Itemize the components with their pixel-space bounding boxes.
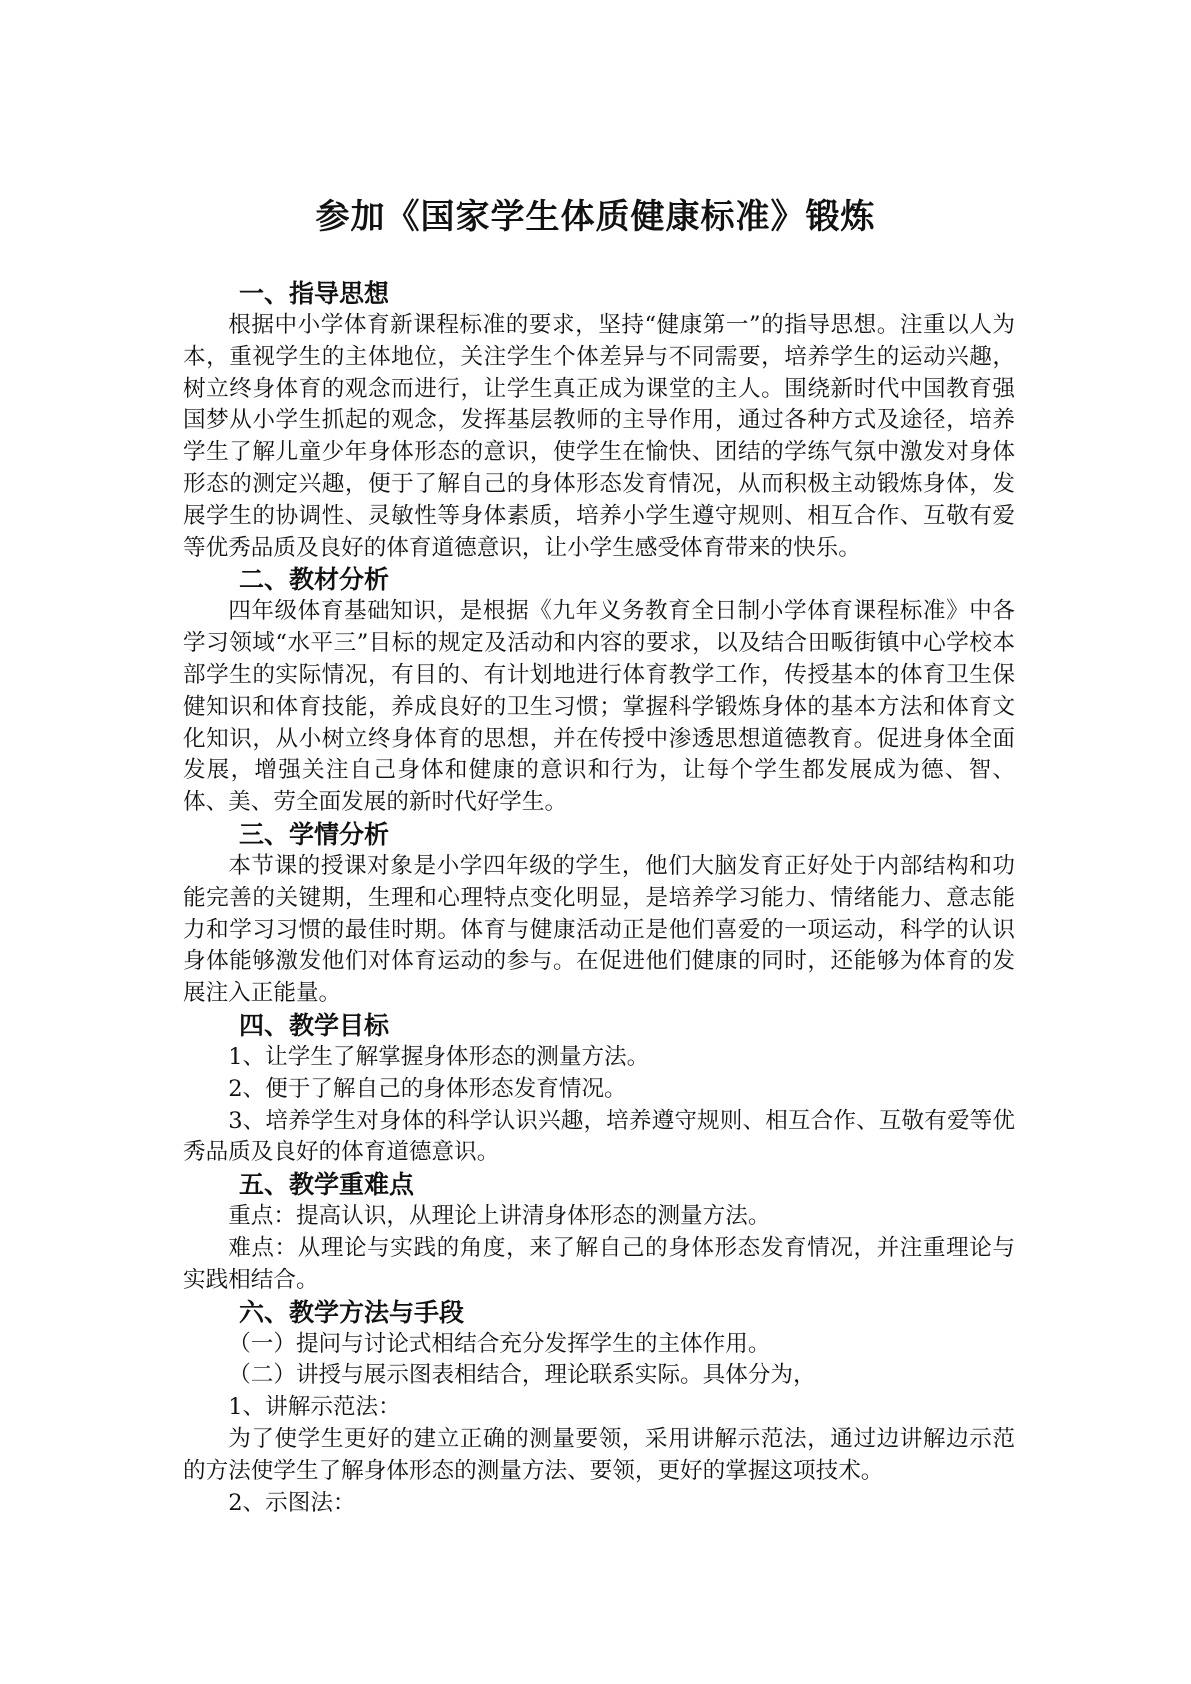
key-point: 重点：提高认识，从理论上讲清身体形态的测量方法。: [228, 1203, 771, 1230]
paragraph: 本节课的授课对象是小学四年级的学生，他们大脑发育正好处于内部结构和功能完善的关键期，生理和心理特点变化明显，是培养学习能力、情绪能力、意志能力和学习习惯的最佳时期。体育与健康活动正是他们喜爱的一项运动，科学的认识身体能够激发他们对体育运动的参与。在促进他们健康的同时，还能够为体育的发展注入正能量。: [183, 852, 1015, 1007]
method-item: （二）讲授与展示图表相结合，理论联系实际。具体分为，: [228, 1362, 816, 1389]
section-guiding-ideology: [183, 278, 1015, 564]
paragraph: 四年级体育基础知识，是根据《九年义务教育全日制小学体育课程标准》中各学习领域“水平三”目标的规定及活动和内容的要求，以及结合田畈街镇中心学校本部学生的实际情况，有目的、有计划地进行体育教学工作，传授基本的体育卫生保健知识和体育技能，养成良好的卫生习惯；掌握科学锻炼身体的基本方法和体育文化知识，从小树立终身体育的思想，并在传授中渗透思想道德教育。促进身体全面发展，增强关注自己身体和健康的意识和行为，让每个学生都发展成为德、智、体、美、劳全面发展的新时代好学生。: [183, 598, 1015, 816]
section-heading: 四、教学目标: [239, 1010, 390, 1040]
paragraph: 根据中小学体育新课程标准的要求，坚持“健康第一”的指导思想。注重以人为本，重视学生的主体地位，关注学生个体差异与不同需要，培养学生的运动兴趣，树立终身体育的观念而进行，让学生真正成为课堂的主人。围绕新时代中国教育强国梦从小学生抓起的观念，发挥基层教师的主导作用，通过各种方式及途径，培养学生了解儿童少年身体形态的意识，使学生在愉快、团结的学练气氛中激发对身体形态的测定兴趣，便于了解自己的身体形态发育情况，从而积极主动锻炼身体，发展学生的协调性、灵敏性等身体素质，培养小学生遵守规则、相互合作、互敬有爱等优秀品质及良好的体育道德意识，让小学生感受体育带来的快乐。: [183, 312, 1015, 561]
goal-item: 3、培养学生对身体的科学认识兴趣，培养遵守规则、相互合作、互敬有爱等优秀品质及良好的体育道德意识。: [183, 1107, 1015, 1166]
goal-item: 1、让学生了解掌握身体形态的测量方法。: [228, 1043, 650, 1070]
section-key-difficult-points: [183, 1169, 1015, 1296]
section-teaching-methods: [183, 1297, 1015, 1520]
document-title: 参加《国家学生体质健康标准》锻炼: [315, 197, 876, 237]
section-heading: 五、教学重难点: [239, 1170, 415, 1200]
method-subheading: 1、讲解示范法：: [228, 1394, 401, 1421]
section-learner-analysis: [183, 819, 1015, 1010]
section-heading: 二、教材分析: [239, 565, 390, 595]
section-material-analysis: [183, 564, 1015, 819]
difficult-point: 难点：从理论与实践的角度，来了解自己的身体形态发育情况，并注重理论与实践相结合。: [183, 1234, 1015, 1293]
paragraph: 为了使学生更好的建立正确的测量要领，采用讲解示范法，通过边讲解边示范的方法使学生了解身体形态的测量方法、要领，更好的掌握这项技术。: [183, 1425, 1015, 1484]
section-teaching-goals: [183, 1010, 1015, 1169]
section-heading: 六、教学方法与手段: [239, 1297, 465, 1327]
method-subheading: 2、示图法：: [228, 1489, 356, 1516]
document-body: [183, 278, 1015, 1519]
section-heading: 三、学情分析: [239, 819, 390, 849]
method-item: （一）提问与讨论式相结合充分发挥学生的主体作用。: [228, 1330, 771, 1357]
section-heading: 一、指导思想: [239, 279, 390, 308]
goal-item: 2、便于了解自己的身体形态发育情况。: [228, 1075, 627, 1102]
